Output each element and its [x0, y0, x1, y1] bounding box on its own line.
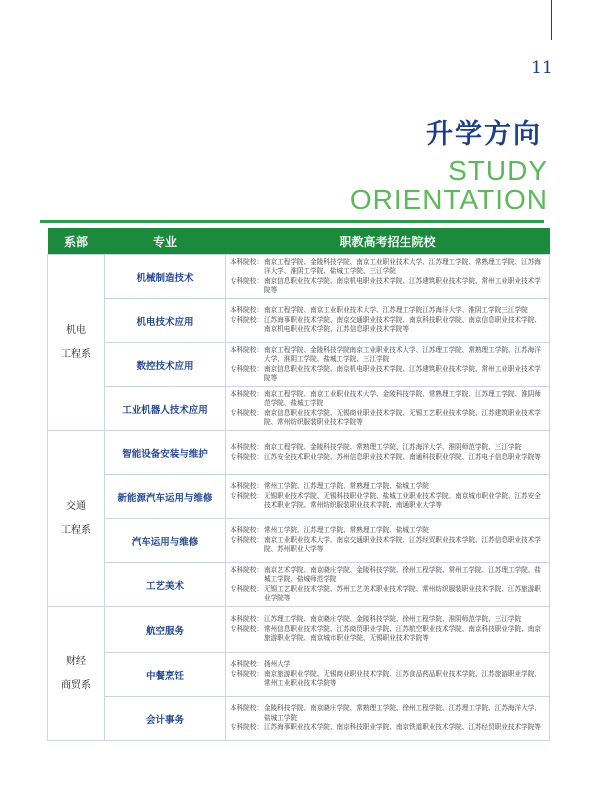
school-list-text: 江苏海事职业技术学院、南京科技职业学院、南京铁道职业技术学院、江苏经贸职业技术学院等 — [263, 723, 541, 732]
department-name-line1: 财经 — [66, 655, 86, 667]
school-type-label: 本科院校： — [230, 443, 263, 452]
subtitle-line-2: ORIENTATION — [349, 184, 548, 215]
school-type-label: 专科院校： — [230, 535, 263, 544]
major-name: 航空服务 — [105, 607, 226, 653]
major-name: 会计事务 — [105, 697, 226, 741]
subtitle-line-1: STUDY — [448, 155, 548, 186]
school-list-text: 江苏理工学院、南京晓庄学院、金陵科技学院、徐州工程学院、淮阴师范学院、三江学院 — [263, 615, 522, 624]
junior-schools — [230, 409, 546, 428]
junior-schools — [230, 585, 546, 604]
schools-cell — [226, 519, 550, 563]
school-list-text: 常州工学院、江苏理工学院、常熟理工学院、盐城工学院 — [263, 526, 429, 535]
department-name-line1: 交通 — [66, 500, 86, 512]
major-name: 数控技术应用 — [105, 343, 226, 387]
school-type-label: 专科院校： — [230, 315, 263, 324]
header-schools: 职教高考招生院校 — [226, 228, 550, 255]
undergrad-schools — [230, 660, 546, 669]
table-row — [48, 431, 550, 475]
department-name-line2: 工程系 — [61, 348, 91, 360]
junior-schools — [230, 453, 546, 462]
school-list-text: 南京信息职业技术学院、南京机电职业技术学院、江苏建筑职业技术学院、常州工业职业技术学院等 — [263, 276, 541, 294]
school-type-label: 本科院校： — [230, 345, 263, 354]
major-name: 机械制造技术 — [105, 255, 226, 299]
school-type-label: 专科院校： — [230, 276, 263, 285]
school-list-text: 南京工程学院、金陵科技学院、南京工业职业技术大学、江苏理工学院、常熟理工学院、江苏海洋大学、淮阴工学院、盐城工学院、三江学院 — [263, 257, 541, 276]
junior-schools — [230, 316, 546, 335]
schools-cell — [226, 607, 550, 653]
school-list-text: 南京工程学院、金陵科技学院南京工业职业技术大学、江苏理工学院、常熟理工学院、江苏海洋大学、淮阴工学院、盐城工学院、三江学院 — [263, 345, 541, 364]
school-type-label: 本科院校： — [230, 482, 263, 491]
schools-cell — [226, 475, 550, 519]
school-list-text: 江苏安全技术职业学院、苏州信息职业技术学院、南通科技职业学院、江苏电子信息职业学院等 — [263, 452, 541, 461]
school-list-text: 南京工程学院、金陵科技学院、常熟理工学院、江苏海洋大学、淮阴师范学院、三江学院 — [263, 443, 522, 452]
school-type-label: 本科院校： — [230, 306, 263, 315]
schools-cell — [226, 653, 550, 697]
school-list-text: 南京信息职业技术学院、无锡商业职业技术学院、无锡工艺职业技术学院、江苏建筑职业技术学院、常州纺织服装职业技术学院等 — [263, 408, 541, 426]
schools-cell — [226, 387, 550, 431]
table-row — [48, 653, 550, 697]
top-divider-line — [551, 0, 552, 40]
schools-cell — [226, 697, 550, 741]
school-type-label: 专科院校： — [230, 408, 263, 417]
table-row — [48, 299, 550, 343]
school-list-text: 江苏海事职业技术学院、南京交通职业技术学院、南京科技职业学院、南京信息职业技术学院、南京机电职业技术学院、江苏信息职业技术学院等 — [263, 315, 541, 334]
junior-schools — [230, 670, 546, 689]
schools-cell — [226, 563, 550, 607]
school-list-text: 南京旅游职业学院、无锡商业职业技术学院、江苏食品药品职业技术学院、江苏旅游职业学院、常州工业职业技术学院等 — [263, 669, 541, 688]
undergrad-schools — [230, 566, 546, 585]
school-type-label: 专科院校： — [230, 723, 263, 732]
major-name: 新能源汽车运用与维修 — [105, 475, 226, 519]
table-row — [48, 255, 550, 299]
table-row — [48, 697, 550, 741]
undergrad-schools — [230, 390, 546, 409]
table-row — [48, 607, 550, 653]
school-list-text: 南京信息职业技术学院、南京机电职业技术学院、江苏建筑职业技术学院、常州工业职业技术学院等 — [263, 364, 541, 382]
undergrad-schools — [230, 346, 546, 365]
school-type-label: 本科院校： — [230, 704, 263, 713]
page-subtitle-en — [350, 156, 548, 214]
page-number: 11 — [531, 58, 553, 78]
undergrad-schools — [230, 306, 546, 315]
school-type-label: 本科院校： — [230, 257, 263, 266]
page-title: 升学方向 — [426, 119, 542, 150]
schools-cell — [226, 431, 550, 475]
school-list-text: 金陵科技学院、南京晓庄学院、常熟理工学院、徐州工程学院、江苏理工学院、江苏海洋大学、盐城工学院 — [263, 704, 541, 722]
undergrad-schools — [230, 615, 546, 624]
junior-schools — [230, 723, 546, 732]
school-type-label: 本科院校： — [230, 526, 263, 535]
undergrad-schools — [230, 526, 546, 535]
table-row — [48, 475, 550, 519]
undergrad-schools — [230, 258, 546, 277]
table-row — [48, 343, 550, 387]
table-header-row — [48, 228, 550, 255]
major-name: 智能设备安装与维护 — [105, 431, 226, 475]
junior-schools — [230, 492, 546, 511]
schools-cell — [226, 299, 550, 343]
department-name-line2: 商贸系 — [61, 679, 91, 691]
undergrad-schools — [230, 443, 546, 452]
major-name: 汽车运用与维修 — [105, 519, 226, 563]
schools-cell — [226, 255, 550, 299]
school-list-text: 扬州大学 — [263, 660, 291, 669]
school-type-label: 专科院校： — [230, 364, 263, 373]
header-department: 系部 — [48, 228, 105, 255]
school-list-text: 南京艺术学院、南京晓庄学院、金陵科技学院、徐州工程学院、常州工学院、江苏理工学院、盐城工学院、盐城师范学院 — [263, 565, 541, 584]
junior-schools — [230, 625, 546, 644]
school-type-label: 专科院校： — [230, 669, 263, 678]
table-row — [48, 387, 550, 431]
junior-schools — [230, 277, 546, 296]
major-name: 工业机器人技术应用 — [105, 387, 226, 431]
department-cell — [48, 431, 105, 607]
school-type-label: 专科院校： — [230, 584, 263, 593]
school-list-text: 常州信息职业技术学院、江苏商贸职业学院、江苏航空职业技术学院、南京科技职业学院、南京旅游职业学院、南京城市职业学院、无锡职业技术学院等 — [263, 624, 541, 643]
undergrad-schools — [230, 482, 546, 491]
school-type-label: 本科院校： — [230, 660, 263, 669]
school-type-label: 本科院校： — [230, 389, 263, 398]
school-type-label: 专科院校： — [230, 452, 263, 461]
department-cell — [48, 607, 105, 741]
department-name-line2: 工程系 — [61, 524, 91, 536]
major-name: 机电技术应用 — [105, 299, 226, 343]
junior-schools — [230, 365, 546, 384]
undergrad-schools — [230, 704, 546, 723]
major-name: 中餐烹饪 — [105, 653, 226, 697]
school-list-text: 常州工学院、江苏理工学院、常熟理工学院、盐城工学院 — [263, 482, 429, 491]
table-row — [48, 563, 550, 607]
header-major: 专业 — [105, 228, 226, 255]
school-list-text: 南京工程学院、南京工业职业技术大学、江苏理工学院江苏海洋大学、淮阴工学院三江学院 — [263, 306, 528, 315]
junior-schools — [230, 536, 546, 555]
schools-cell — [226, 343, 550, 387]
school-type-label: 专科院校： — [230, 624, 263, 633]
school-list-text: 无锡职业技术学院、无锡科技职业学院、盐城工业职业技术学院、南京城市职业学院、江苏安全技术职业学院、常州纺织服装职业技术学院、南通职业大学等 — [263, 491, 541, 510]
school-list-text: 南京工业职业技术大学、南京交通职业技术学院、江苏经贸职业技术学院、江苏信息职业技术学院、苏州职业大学等 — [263, 535, 541, 554]
school-list-text: 无锡工艺职业技术学院、苏州工艺美术职业技术学院、常州纺织服装职业技术学院、江苏旅游职业学院等 — [263, 584, 541, 602]
school-list-text: 南京工程学院、南京工业职业技术大学、金陵科技学院、常熟理工学院、江苏理工学院、淮阴师范学院、盐城工学院 — [263, 389, 541, 408]
title-rule — [40, 220, 544, 223]
school-type-label: 本科院校： — [230, 565, 263, 574]
department-name-line1: 机电 — [66, 324, 86, 336]
school-type-label: 专科院校： — [230, 491, 263, 500]
table-row — [48, 519, 550, 563]
major-name: 工艺美术 — [105, 563, 226, 607]
school-type-label: 本科院校： — [230, 615, 263, 624]
admissions-table — [47, 228, 550, 741]
department-cell — [48, 255, 105, 431]
